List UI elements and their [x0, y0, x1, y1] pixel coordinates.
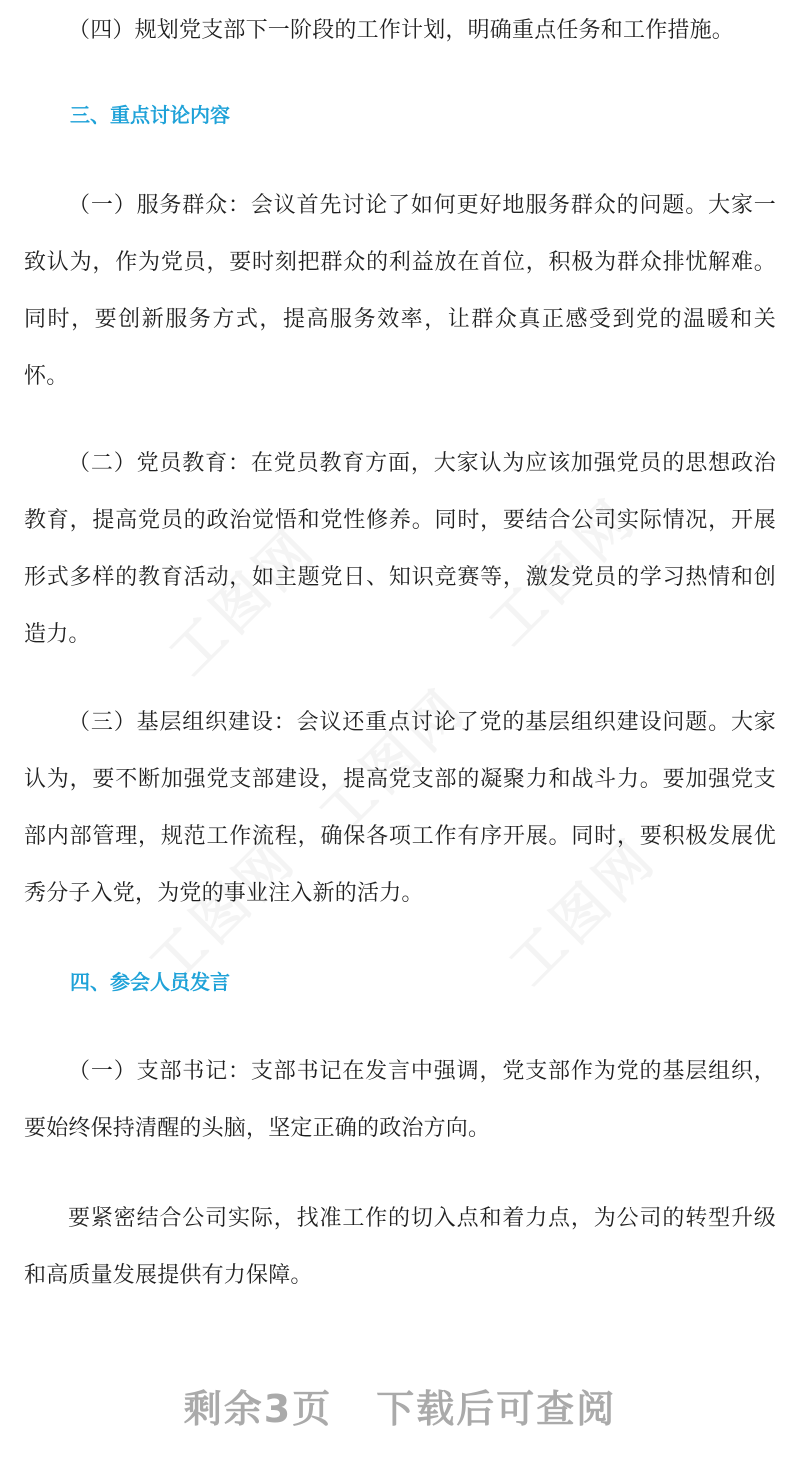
paragraph-branch-secretary: （一）支部书记：支部书记在发言中强调，党支部作为党的基层组织，要始终保持清醒的头脑，坚定正确的政治方向。: [24, 1059, 776, 1141]
paragraph-grassroots-organization: （三）基层组织建设：会议还重点讨论了党的基层组织建设问题。大家认为，要不断加强党支部建设，提高党支部的凝聚力和战斗力。要加强党支部内部管理，规范工作流程，确保各项工作有序开展。同时，要积极发展优秀分子入党，为党的事业注入新的活力。: [24, 710, 776, 906]
download-to-view-text[interactable]: 下载后可查阅: [376, 1387, 617, 1431]
paragraph-work-plan: （四）规划党支部下一阶段的工作计划，明确重点任务和工作措施。: [68, 18, 735, 43]
remaining-pages-text: 剩余3页: [183, 1387, 333, 1431]
paragraph-serve-masses: （一）服务群众：会议首先讨论了如何更好地服务群众的问题。大家一致认为，作为党员，要时刻把群众的利益放在首位，积极为群众排忧解难。同时，要创新服务方式，提高服务效率，让群众真正感受到党的温暖和关怀。: [24, 193, 776, 389]
download-prompt-banner[interactable]: [0, 1378, 800, 1433]
paragraph-member-education: （二）党员教育：在党员教育方面，大家认为应该加强党员的思想政治教育，提高党员的政治觉悟和党性修养。同时，要结合公司实际情况，开展形式多样的教育活动，如主题党日、知识竞赛等，激发党员的学习热情和创造力。: [24, 451, 776, 647]
section-heading-discussion: 三、重点讨论内容: [70, 103, 230, 127]
section-heading-speeches: 四、参会人员发言: [70, 970, 230, 994]
paragraph-company-practice: 要紧密结合公司实际，找准工作的切入点和着力点，为公司的转型升级和高质量发展提供有力保障。: [24, 1206, 776, 1288]
